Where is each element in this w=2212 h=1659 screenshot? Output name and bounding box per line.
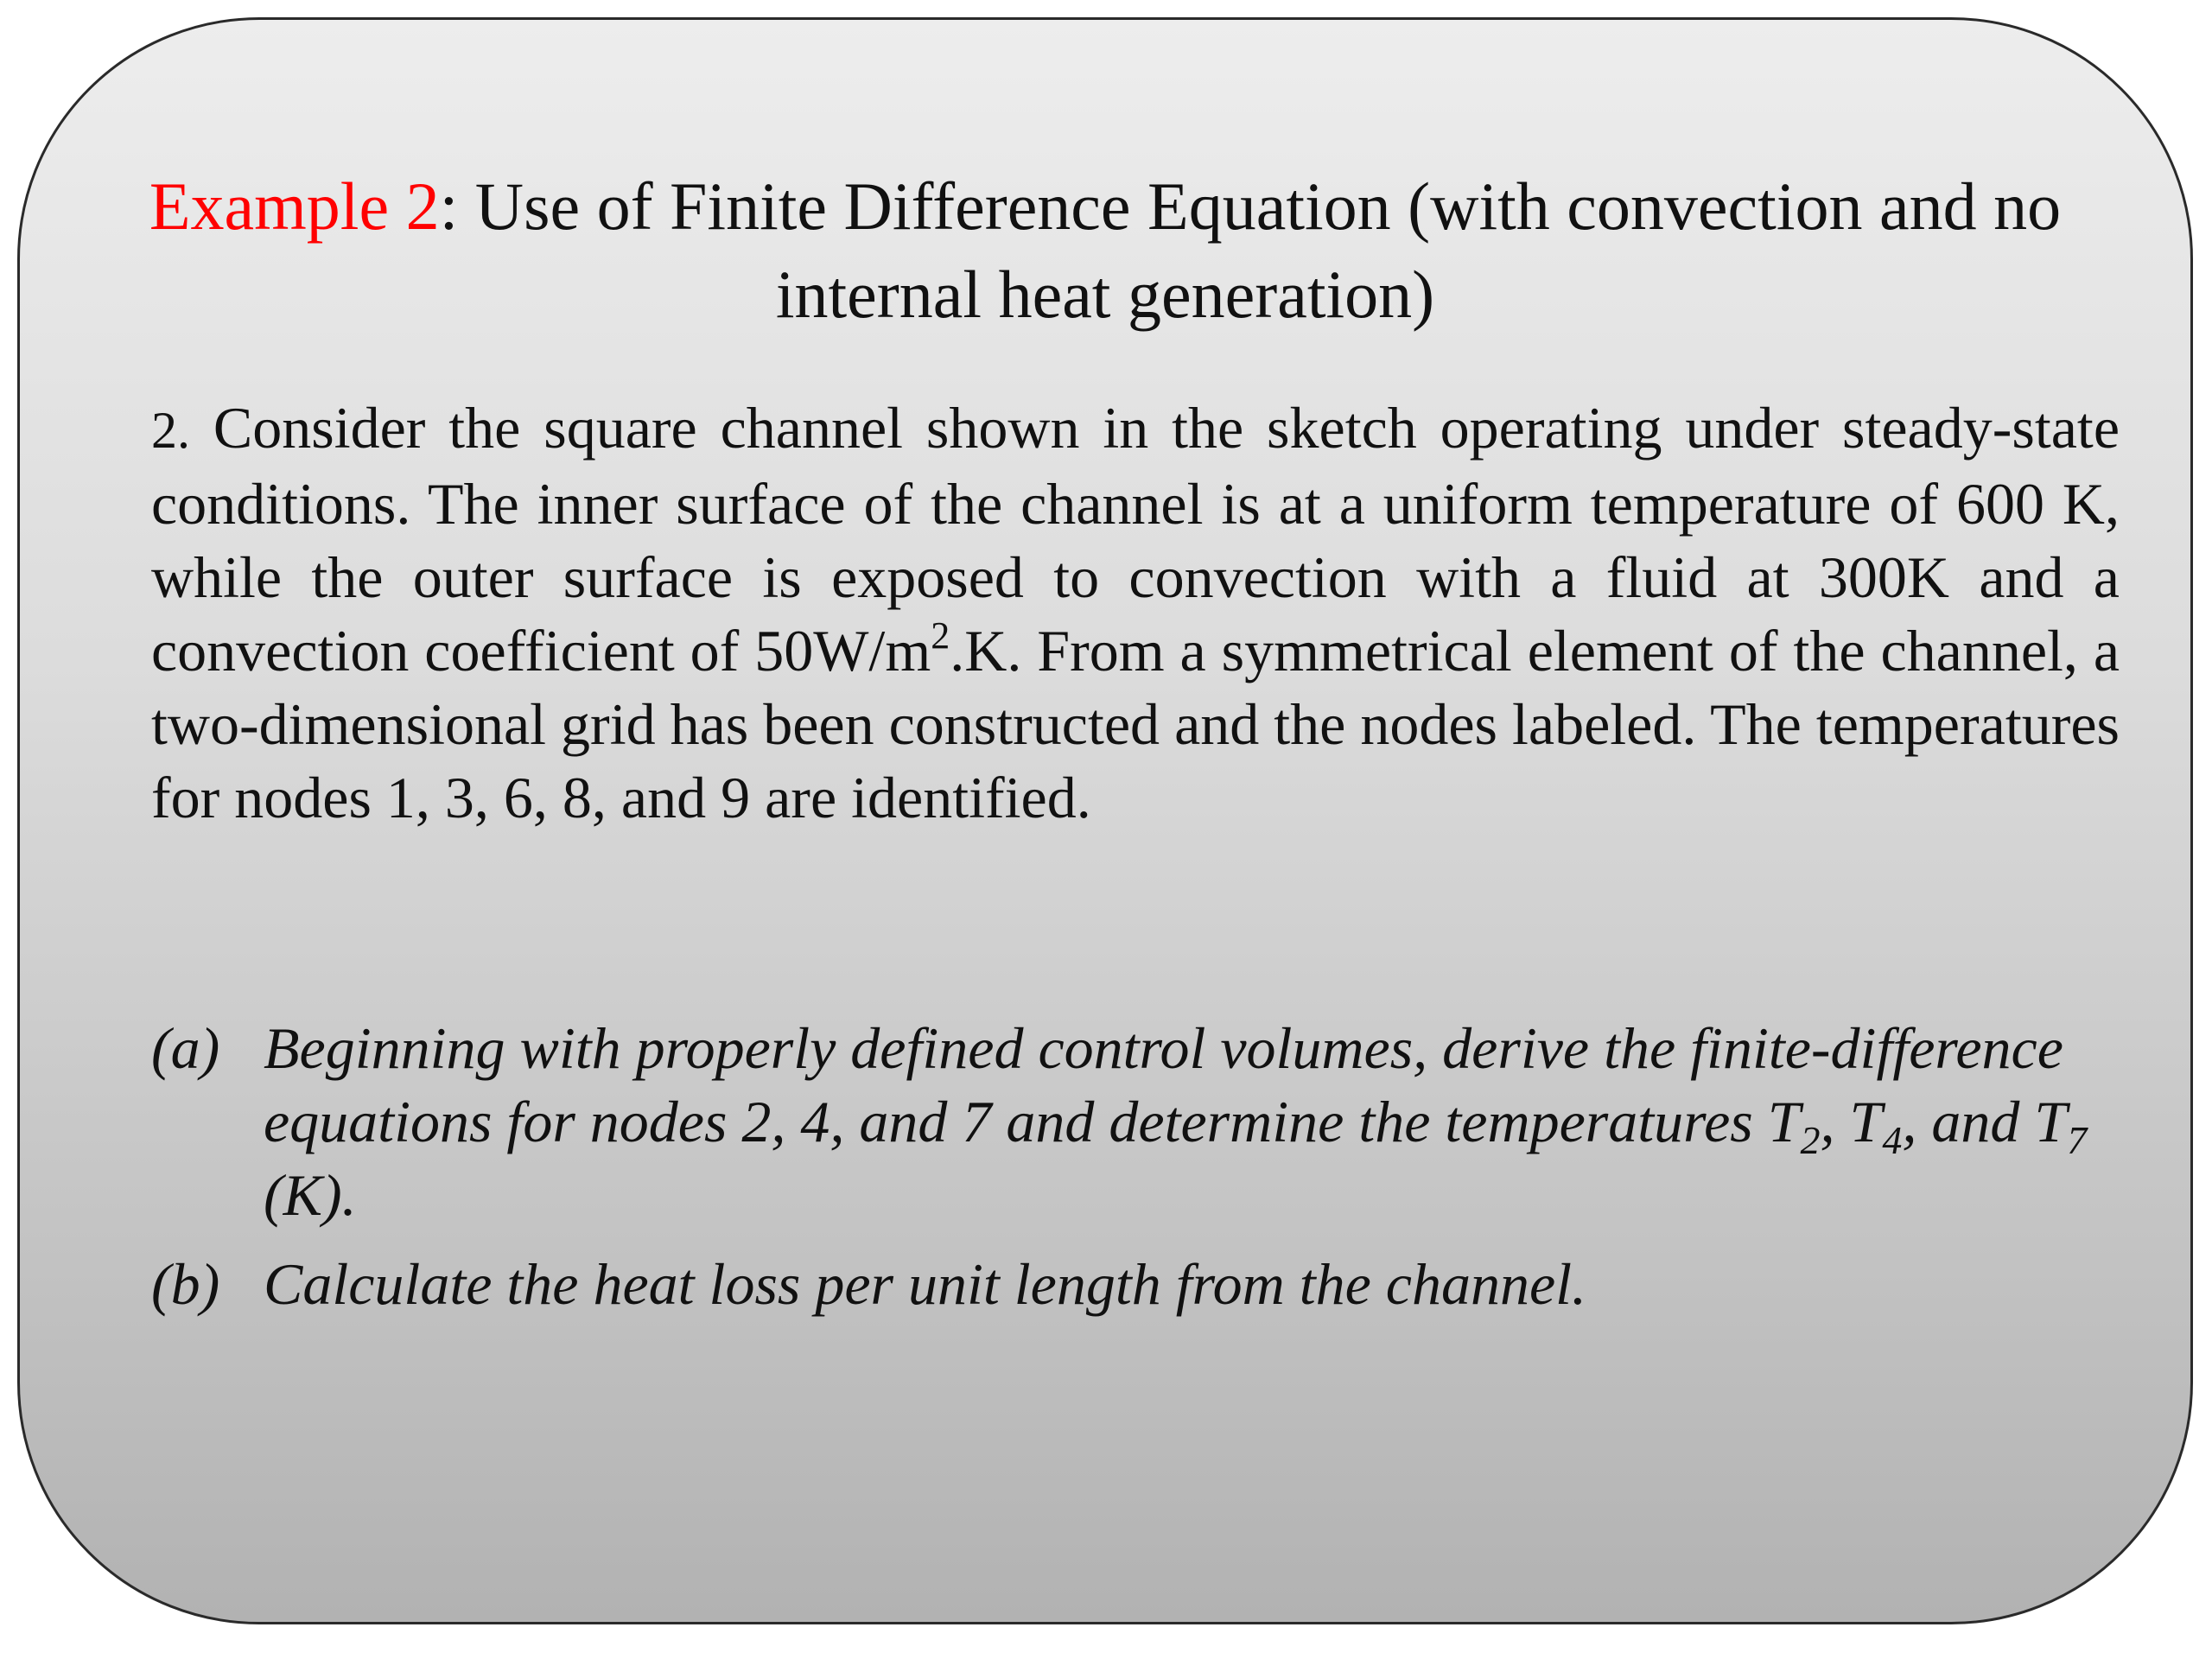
question-b [151,1248,2120,1321]
title-text: Use of Finite Difference Equation (with convection and no internal heat generation) [474,168,2062,332]
problem-superscript: 2 [931,614,950,657]
question-list [151,1012,2120,1321]
slide-title [124,162,2087,339]
question-a-label: (a) [151,1015,220,1081]
problem-text-part2: .K. From a symmetrical element of the channel, a two-dimensional grid has been constructed and the nodes labeled. The temperatures for nodes 1, 3, 6, 8, and 9 are identified. [151,618,2120,830]
title-separator: : [439,168,475,244]
problem-number: 2. [151,402,190,459]
question-a-text [264,1012,2120,1232]
question-a-text-1: Beginning with properly defined control volumes, derive the finite-difference equations for nodes 2, 4, and 7 and determine the temperatures T [264,1015,2063,1154]
example-label: Example 2 [149,168,440,244]
question-a-sub-3: 7 [2067,1118,2088,1162]
question-a-text-3: , and T [1902,1089,2068,1154]
question-b-label: (b) [151,1251,220,1317]
problem-statement [151,391,2120,835]
question-b-text: Calculate the heat loss per unit length from the channel. [264,1251,1587,1317]
question-a-text-4: (K). [264,1162,357,1228]
question-a [151,1012,2120,1232]
question-a-text-2: , T [1820,1089,1883,1154]
slide-panel [17,17,2193,1624]
question-a-sub-2: 4 [1882,1118,1903,1162]
problem-text-part1: Consider the square channel shown in the sketch operating under steady-state conditions. The inner surface of the channel is at a uniform temperature of 600 K, while the outer surface is exposed to convection with a fluid at 300K and a convection coefficient of 50W/m [151,395,2120,683]
question-a-sub-1: 2 [1800,1118,1821,1162]
